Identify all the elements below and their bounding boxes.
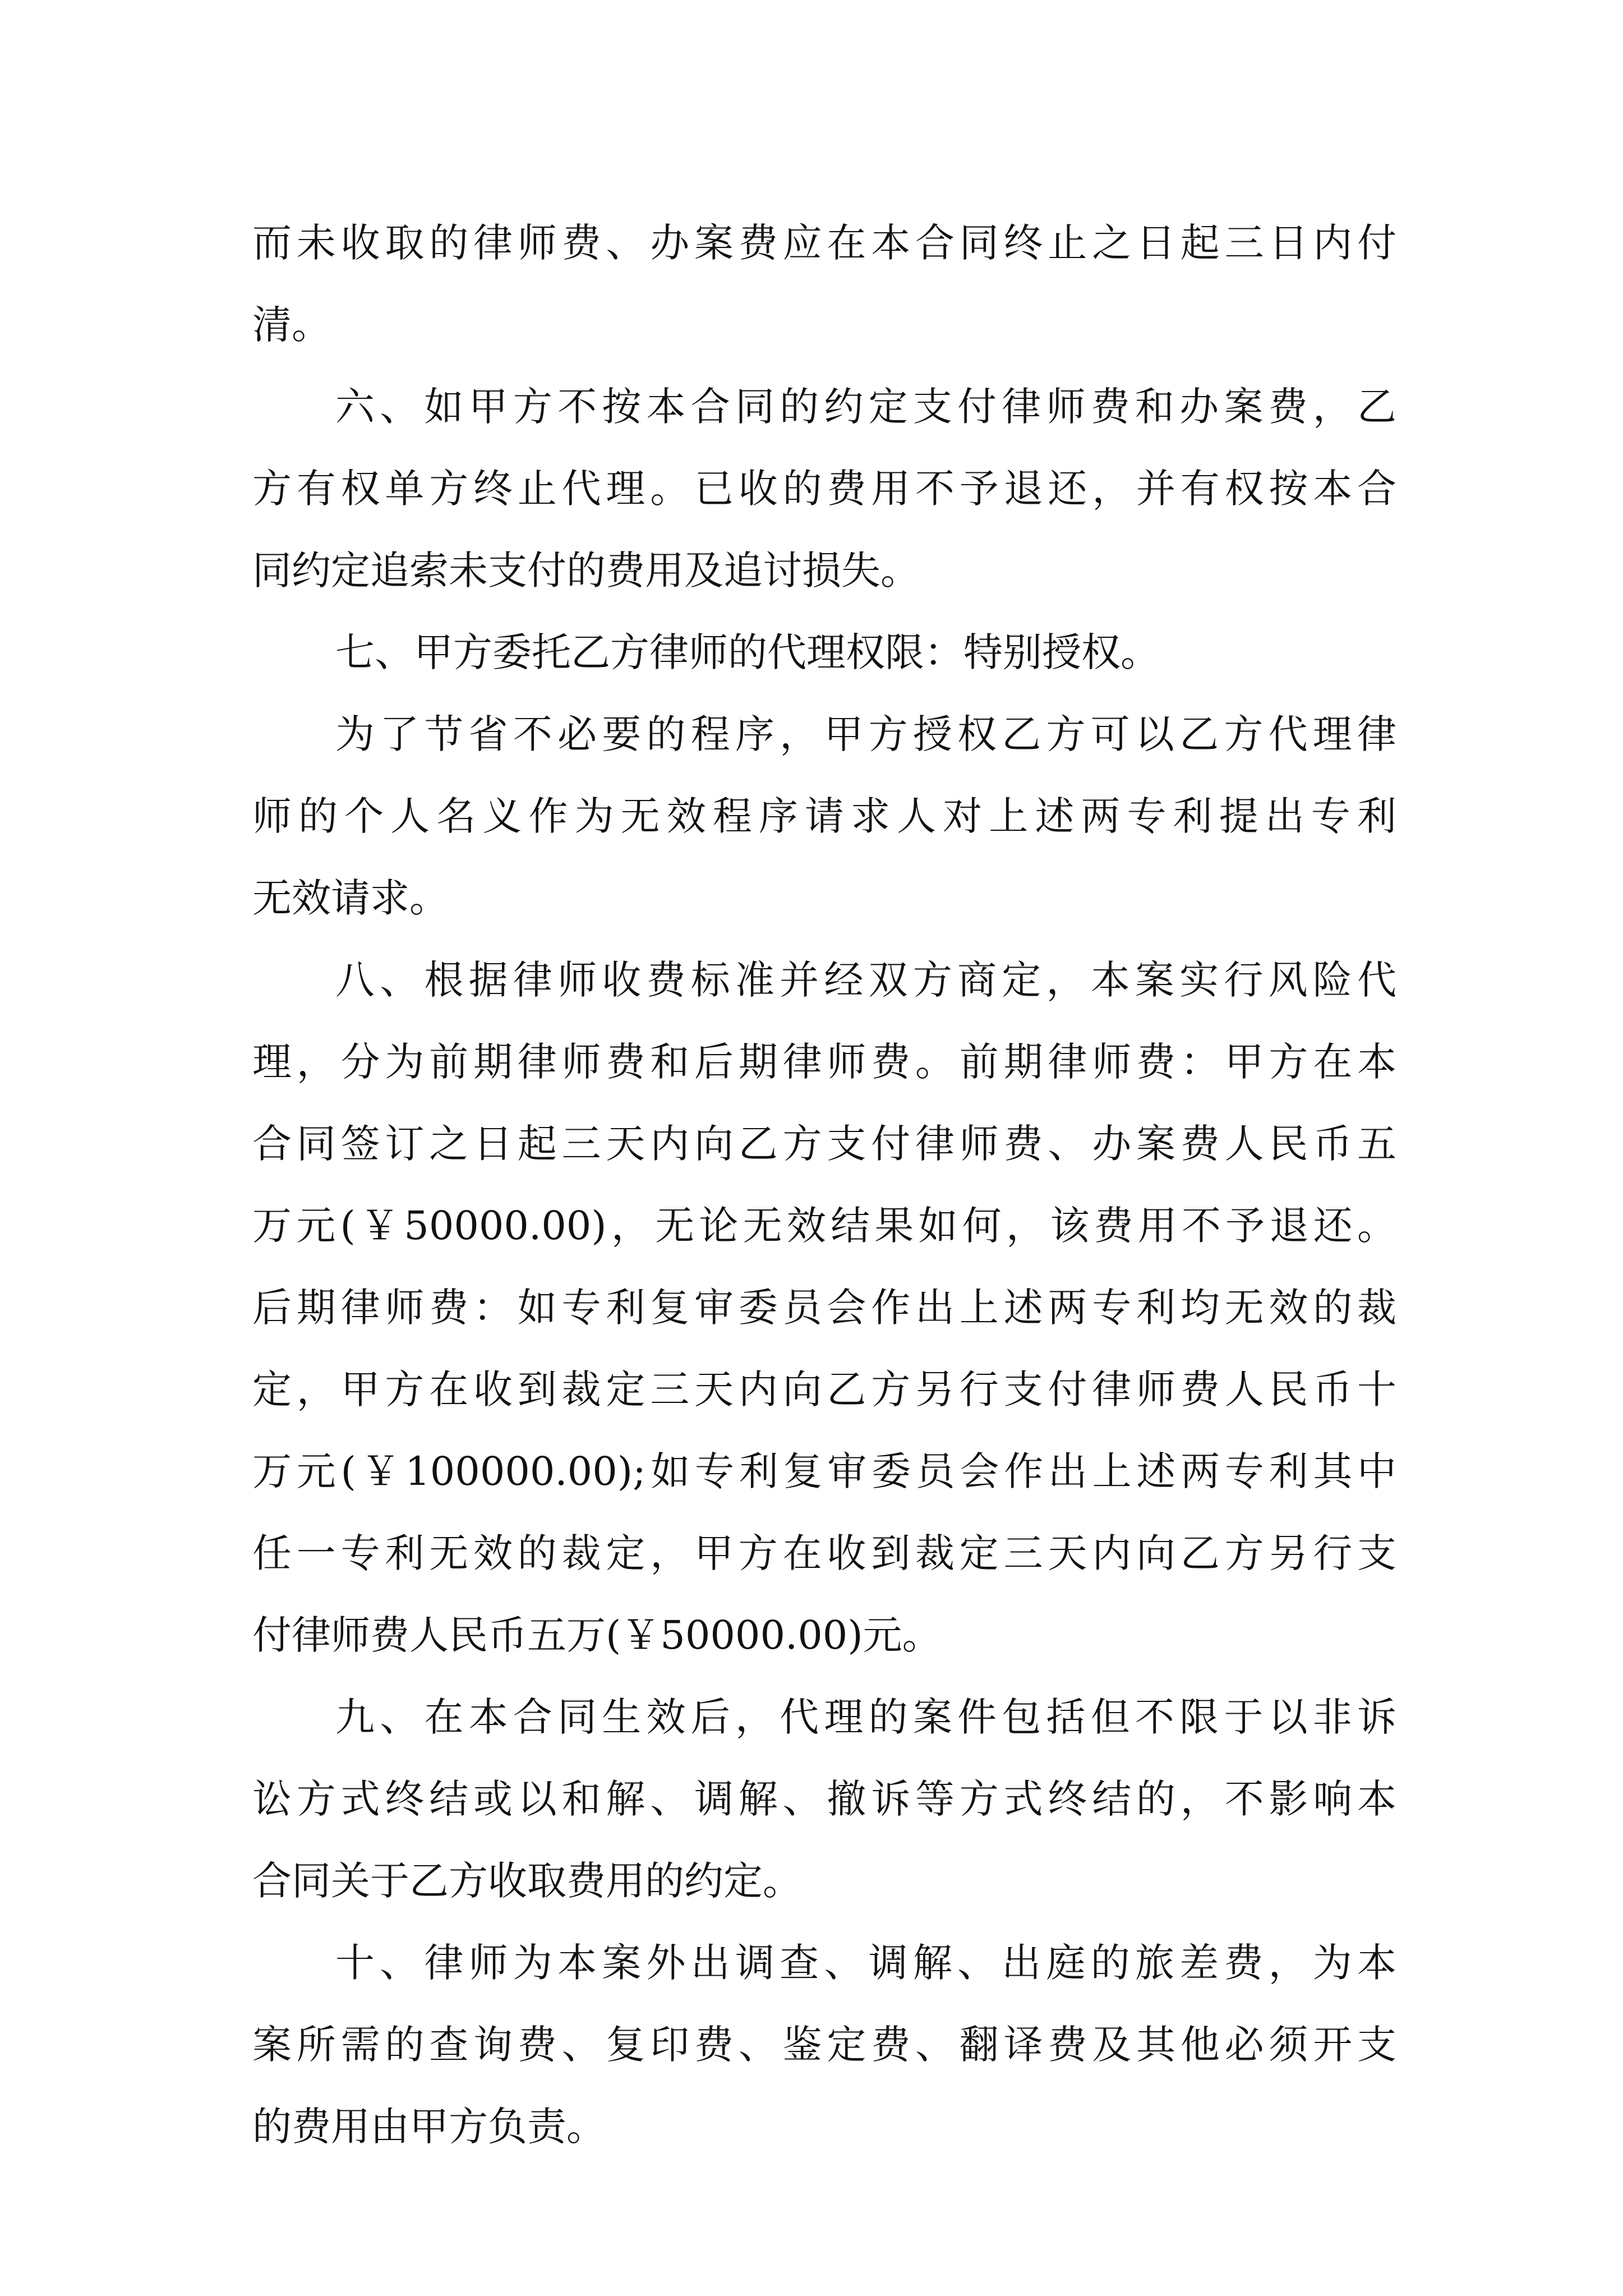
text-line: 定，甲方在收到裁定三天内向乙方另行支付律师费人民币十: [252, 1366, 1396, 1412]
text-line: 付律师费人民币五万(￥50000.00)元。: [252, 1612, 942, 1658]
text-line: 万元(￥100000.00);如专利复审委员会作出上述两专利其中: [252, 1448, 1396, 1494]
text-line: 理，分为前期律师费和后期律师费。前期律师费：甲方在本: [252, 1039, 1396, 1085]
text-line: 师的个人名义作为无效程序请求人对上述两专利提出专利: [252, 793, 1396, 839]
text-line: 六、如甲方不按本合同的约定支付律师费和办案费，乙: [335, 384, 1396, 430]
text-line: 八、根据律师收费标准并经双方商定，本案实行风险代: [335, 957, 1396, 1003]
text-line: 万元(￥50000.00)，无论无效结果如何，该费用不予退还。: [252, 1203, 1396, 1249]
text-line: 无效请求。: [252, 875, 449, 921]
clause-9: [252, 1676, 1396, 1922]
text-line: 方有权单方终止代理。已收的费用不予退还，并有权按本合: [252, 466, 1396, 512]
text-line: 而未收取的律师费、办案费应在本合同终止之日起三日内付: [252, 220, 1396, 266]
text-line: 清。: [252, 302, 331, 348]
text-line: 为了节省不必要的程序，甲方授权乙方可以乙方代理律: [335, 711, 1396, 757]
text-line: 后期律师费：如专利复审委员会作出上述两专利均无效的裁: [252, 1285, 1396, 1331]
text-line: 同约定追索未支付的费用及追讨损失。: [252, 547, 920, 593]
clause-8: [252, 939, 1396, 1676]
clause-10: [252, 1922, 1396, 2168]
clause-6: [252, 366, 1396, 611]
text-line: 九、在本合同生效后，代理的案件包括但不限于以非诉: [335, 1694, 1396, 1740]
text-line: 案所需的查询费、复印费、鉴定费、翻译费及其他必须开支: [252, 2022, 1396, 2068]
text-line: 的费用由甲方负责。: [252, 2104, 606, 2150]
text-line: 十、律师为本案外出调查、调解、出庭的旅差费，为本: [335, 1940, 1396, 1986]
text-line: 合同关于乙方收取费用的约定。: [252, 1858, 802, 1904]
text-line: 七、甲方委托乙方律师的代理权限：特别授权。: [335, 629, 1160, 675]
text-line: 合同签订之日起三天内向乙方支付律师费、办案费人民币五: [252, 1121, 1396, 1167]
paragraph-continuation: [252, 202, 1396, 366]
text-line: 任一专利无效的裁定，甲方在收到裁定三天内向乙方另行支: [252, 1530, 1396, 1576]
contract-body: [252, 202, 1396, 2168]
text-line: 讼方式终结或以和解、调解、撤诉等方式终结的，不影响本: [252, 1776, 1396, 1822]
clause-7: [252, 611, 1396, 693]
clause-7-authorization: [252, 693, 1396, 939]
